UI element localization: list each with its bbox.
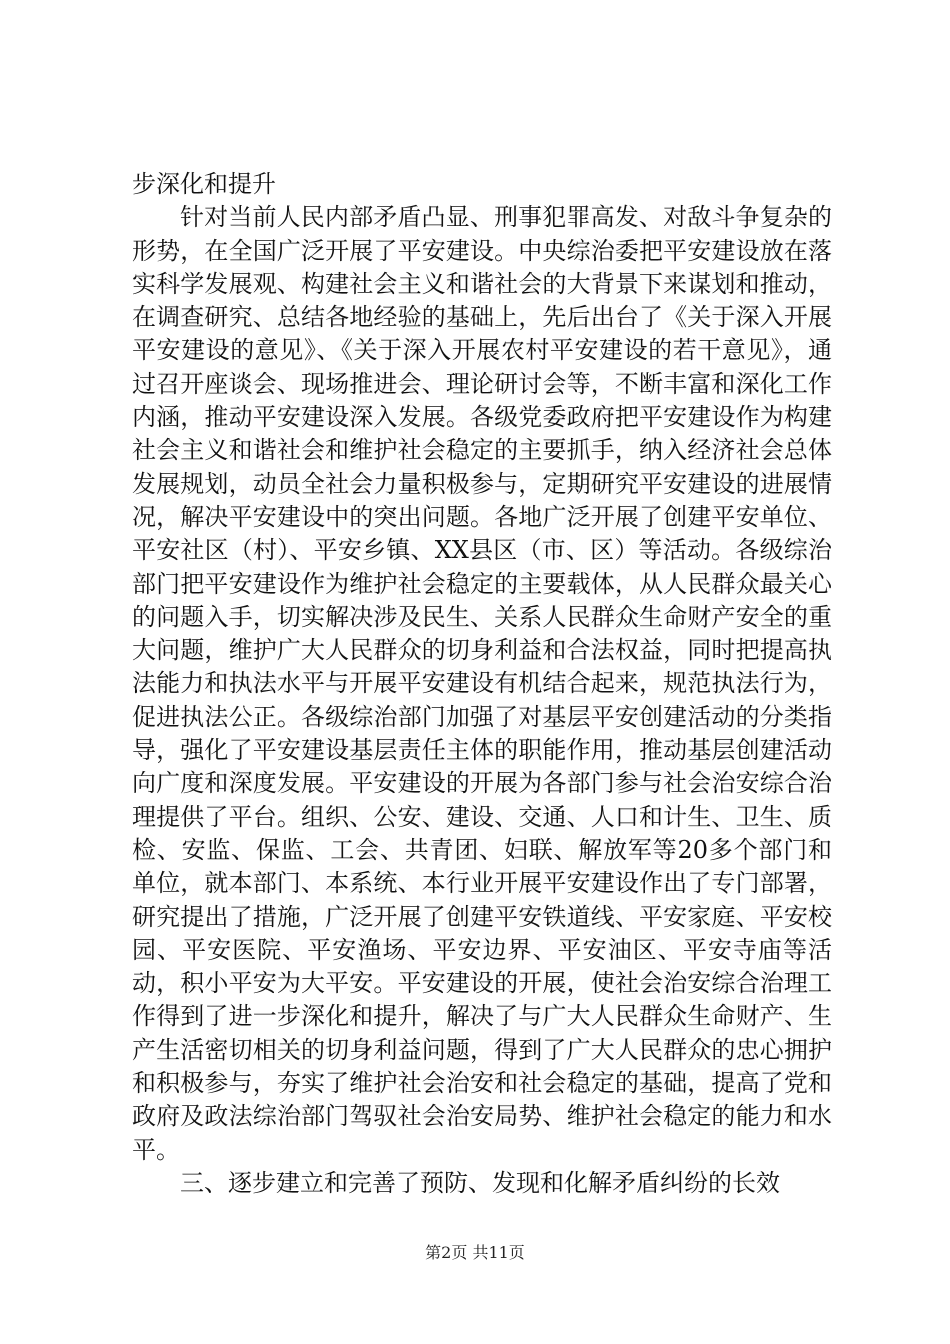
- document-body: [132, 168, 832, 1200]
- paragraph-main: 针对当前人民内部矛盾凸显、刑事犯罪高发、对敌斗争复杂的形势，在全国广泛开展了平安建设。中央综治委把平安建设放在落实科学发展观、构建社会主义和谐社会的大背景下来谋划和推动，在调查研究、总结各地经验的基础上，先后出台了《关于深入开展平安建设的意见》、《关于深入开展农村平安建设的若干意见》，通过召开座谈会、现场推进会、理论研讨会等，不断丰富和深化工作内涵，推动平安建设深入发展。各级党委政府把平安建设作为构建社会主义和谐社会和维护社会稳定的主要抓手，纳入经济社会总体发展规划，动员全社会力量积极参与，定期研究平安建设的进展情况，解决平安建设中的突出问题。各地广泛开展了创建平安单位、平安社区（村）、平安乡镇、XX县区（市、区）等活动。各级综治部门把平安建设作为维护社会稳定的主要载体，从人民群众最关心的问题入手，切实解决涉及民生、关系人民群众生命财产安全的重大问题，维护广大人民群众的切身利益和合法权益，同时把提高执法能力和执法水平与开展平安建设有机结合起来，规范执法行为，促进执法公正。各级综治部门加强了对基层平安创建活动的分类指导，强化了平安建设基层责任主体的职能作用，推动基层创建活动向广度和深度发展。平安建设的开展为各部门参与社会治安综合治理提供了平台。组织、公安、建设、交通、人口和计生、卫生、质检、安监、保监、工会、共青团、妇联、解放军等20多个部门和单位，就本部门、本系统、本行业开展平安建设作出了专门部署，研究提出了措施，广泛开展了创建平安铁道线、平安家庭、平安校园、平安医院、平安渔场、平安边界、平安油区、平安寺庙等活动，积小平安为大平安。平安建设的开展，使社会治安综合治理工作得到了进一步深化和提升，解决了与广大人民群众生命财产、生产生活密切相关的切身利益问题，得到了广大人民群众的忠心拥护和积极参与，夯实了维护社会治安和社会稳定的基础，提高了党和政府及政法综治部门驾驭社会治安局势、维护社会稳定的能力和水平。: [132, 203, 832, 1164]
- paragraph-continuation: 步深化和提升: [132, 170, 276, 198]
- paragraph-section-heading: 三、逐步建立和完善了预防、发现和化解矛盾纠纷的长效: [180, 1168, 780, 1197]
- page-footer: 第2页 共11页: [425, 1243, 525, 1262]
